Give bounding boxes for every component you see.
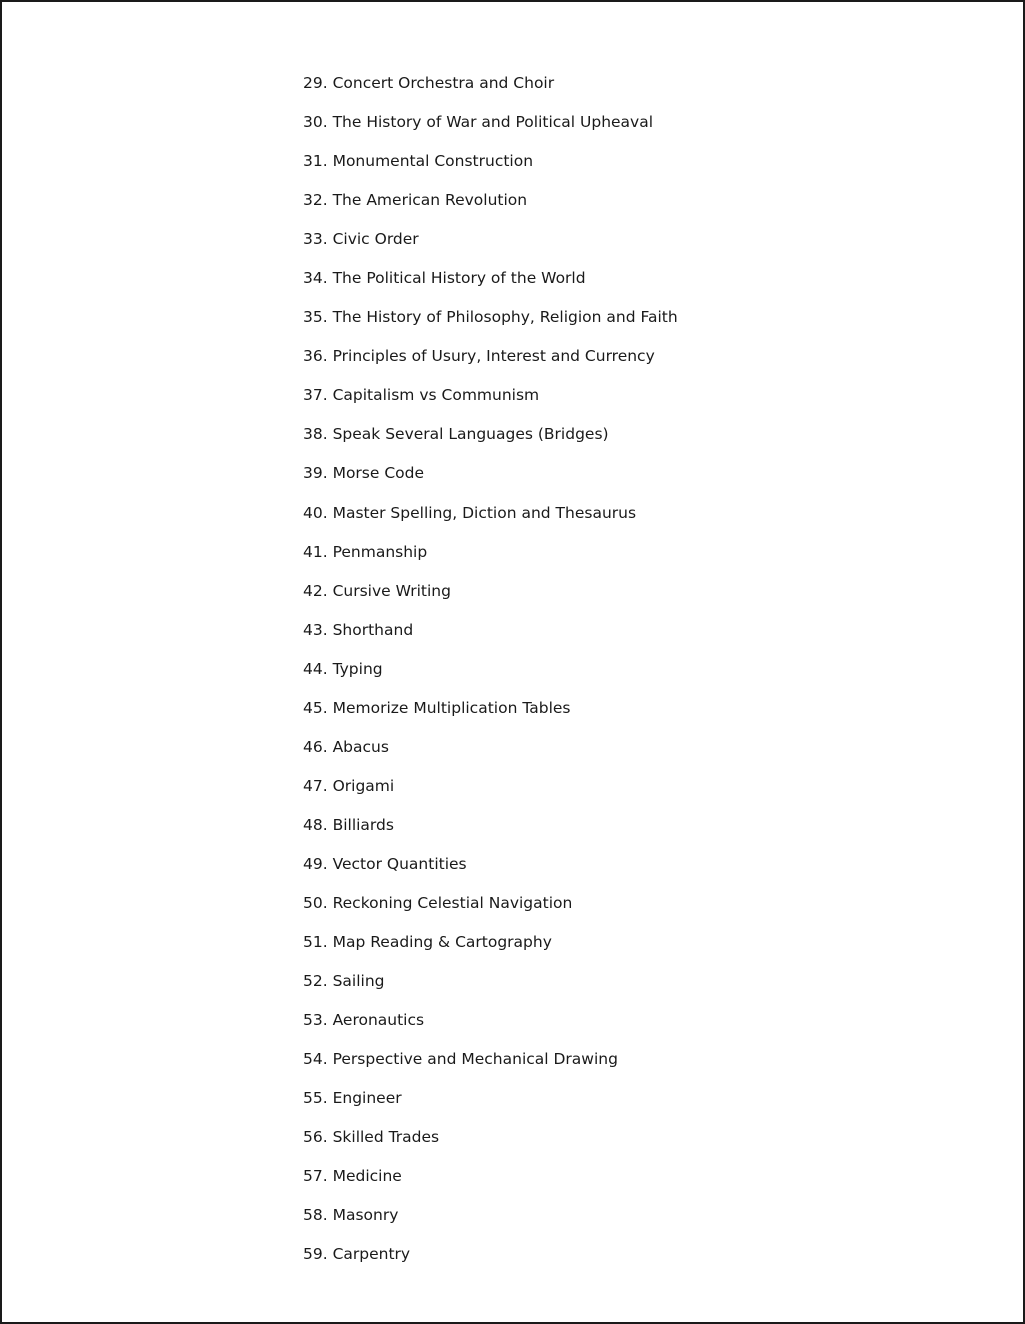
list-item: 32. The American Revolution xyxy=(303,191,528,210)
list-item: 33. Civic Order xyxy=(303,230,419,249)
list-item: 34. The Political History of the World xyxy=(303,269,586,288)
list-item: 54. Perspective and Mechanical Drawing xyxy=(303,1050,618,1069)
list-item: 57. Medicine xyxy=(303,1167,402,1186)
numbered-list xyxy=(303,72,678,1282)
list-item: 45. Memorize Multiplication Tables xyxy=(303,698,571,717)
list-item: 35. The History of Philosophy, Religion and Faith xyxy=(303,308,678,327)
list-item: 46. Abacus xyxy=(303,737,389,756)
list-item: 53. Aeronautics xyxy=(303,1011,425,1030)
list-item: 47. Origami xyxy=(303,776,395,795)
list-item: 52. Sailing xyxy=(303,972,385,991)
list-item: 55. Engineer xyxy=(303,1089,402,1108)
list-item: 39. Morse Code xyxy=(303,464,425,483)
list-item: 48. Billiards xyxy=(303,815,394,834)
list-item: 58. Masonry xyxy=(303,1206,399,1225)
list-item: 44. Typing xyxy=(303,659,383,678)
list-item: 38. Speak Several Languages (Bridges) xyxy=(303,425,609,444)
list-item: 51. Map Reading & Cartography xyxy=(303,933,552,952)
list-item: 59. Carpentry xyxy=(303,1245,411,1264)
list-item: 50. Reckoning Celestial Navigation xyxy=(303,893,573,912)
list-item: 31. Monumental Construction xyxy=(303,152,534,171)
list-item: 49. Vector Quantities xyxy=(303,854,467,873)
list-item: 37. Capitalism vs Communism xyxy=(303,386,540,405)
list-item: 56. Skilled Trades xyxy=(303,1128,440,1147)
list-item: 43. Shorthand xyxy=(303,620,414,639)
list-item: 30. The History of War and Political Upheaval xyxy=(303,113,654,132)
list-item: 29. Concert Orchestra and Choir xyxy=(303,74,555,92)
list-item: 42. Cursive Writing xyxy=(303,581,451,600)
list-item: 41. Penmanship xyxy=(303,542,428,561)
list-item: 36. Principles of Usury, Interest and Currency xyxy=(303,347,655,366)
list-item: 40. Master Spelling, Diction and Thesaurus xyxy=(303,503,637,522)
